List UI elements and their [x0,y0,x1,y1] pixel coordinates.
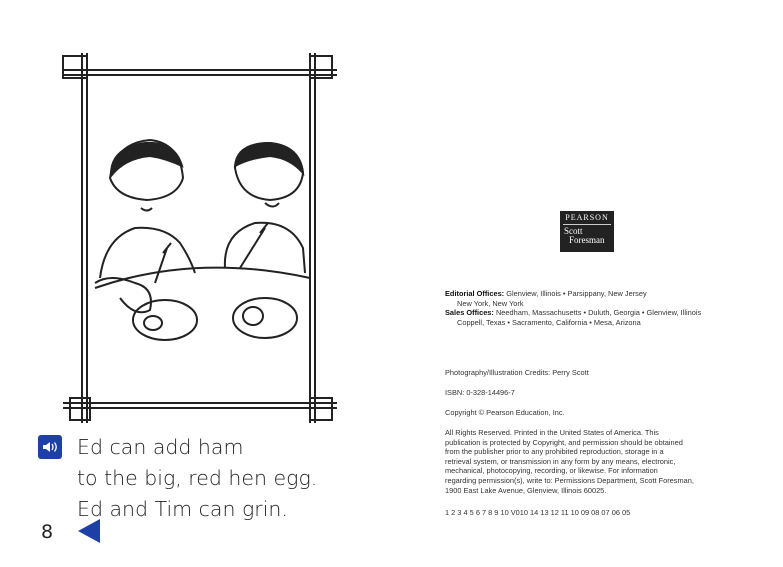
logo-text: PEARSON [565,213,609,222]
editorial-offices-cont: New York, New York [457,298,524,308]
back-arrow-icon[interactable] [78,519,100,543]
editorial-offices: Glenview, Illinois • Parsippany, New Jersey [506,289,647,298]
printing-line: 1 2 3 4 5 6 7 8 9 10 V010 14 13 12 11 10 09 08 07 06 05 [445,508,631,517]
sales-label: Sales Offices: [445,308,494,318]
boy-ed [95,140,197,340]
logo-text: Scott [564,226,583,236]
sales-offices-cont: Coppell, Texas • Sacramento, California • Mesa, Arizona [457,317,641,327]
sales-offices: Needham, Massachusetts • Duluth, Georgia • Glenview, Illinois [495,308,702,318]
rights-line: from the publisher prior to any prohibited reproduction, storage in a [445,447,664,457]
story-line: to the big, red hen egg. [77,466,318,490]
story-line: Ed can add ham [77,435,244,459]
rights-line: regarding permission(s), write to: Permissions Department, Scott Foresman, [445,475,694,485]
illustration-boys-eating [55,48,345,428]
rights-line: 1900 East Lake Avenue, Glenview, Illinois 60025. [445,485,607,495]
rights-line: retrieval system, or transmission in any form by any means, electronic, [445,456,676,466]
story-line: Ed and Tim can grin. [77,497,288,521]
offices-block [445,289,701,327]
pearson-scott-foresman-logo [560,211,614,252]
boy-tim [225,143,305,338]
logo-text: Foresman [569,235,605,245]
rights-statement [445,428,694,495]
story-text [77,432,317,525]
speaker-icon [38,435,62,459]
page-number: 8 [41,521,54,543]
rights-line: publication is protected by Copyright, and permission should be obtained [445,437,683,447]
rights-line: All Rights Reserved. Printed in the United States of America. This [445,428,659,437]
credits: Photography/Illustration Credits: Perry Scott [445,368,589,377]
copyright: Copyright © Pearson Education, Inc. [445,408,565,417]
audio-play-button[interactable] [38,435,62,459]
rights-line: mechanical, photocopying, recording, or likewise. For information [445,466,658,476]
editorial-label: Editorial Offices: [445,289,505,298]
isbn: ISBN: 0-328-14496-7 [445,388,515,397]
